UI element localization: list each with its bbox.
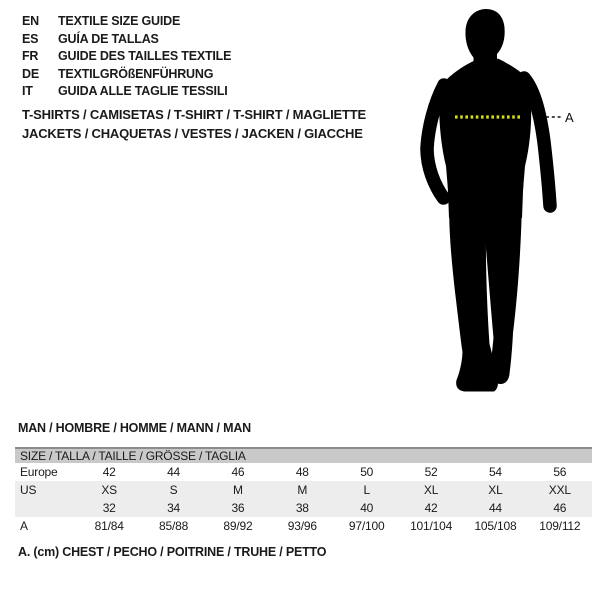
language-list	[22, 13, 231, 101]
size-cell: M	[206, 481, 270, 499]
row-label: Europe	[20, 465, 58, 479]
man-silhouette-figure	[410, 0, 600, 400]
size-cell: S	[141, 481, 205, 499]
measure-label-a: A	[565, 110, 574, 125]
size-cell: XS	[77, 481, 141, 499]
table-row-europe	[15, 463, 592, 481]
row-label	[15, 499, 77, 517]
size-cell: 46	[528, 499, 592, 517]
size-cell: 93/96	[287, 519, 317, 533]
language-row-it	[22, 83, 231, 101]
size-cell: XL	[399, 481, 463, 499]
size-cell: 54	[488, 465, 502, 479]
language-label: GUIDA ALLE TAGLIE TESSILI	[58, 84, 228, 98]
size-cell: 32	[77, 499, 141, 517]
language-code: DE	[22, 66, 39, 81]
size-cell: 56	[553, 465, 567, 479]
category-line-jackets: JACKETS / CHAQUETAS / VESTES / JACKEN / GIACCHE	[22, 125, 363, 141]
category-line-tshirts: T-SHIRTS / CAMISETAS / T-SHIRT / T-SHIRT / MAGLIETTE	[22, 107, 366, 122]
size-cell: 44	[463, 499, 527, 517]
size-cell: 89/92	[223, 519, 253, 533]
size-cell: 38	[270, 499, 334, 517]
size-table	[15, 447, 592, 535]
size-cell: 105/108	[474, 519, 517, 533]
language-code: IT	[22, 84, 33, 98]
size-table-header: SIZE / TALLA / TAILLE / GRÖSSE / TAGLIA	[15, 448, 592, 463]
size-cell: 34	[141, 499, 205, 517]
size-table-header-row	[15, 448, 592, 463]
size-cell: XL	[463, 481, 527, 499]
size-cell: 97/100	[348, 519, 385, 533]
language-row-es	[22, 31, 231, 49]
table-row-a-chest	[15, 517, 592, 535]
row-label: US	[15, 481, 77, 499]
size-cell: 85/88	[159, 519, 189, 533]
language-row-fr	[22, 48, 231, 66]
row-label: A	[20, 519, 28, 533]
language-row-en	[22, 13, 231, 31]
language-label: GUÍA DE TALLAS	[58, 31, 159, 46]
size-cell: XXL	[528, 481, 592, 499]
language-code: FR	[22, 49, 39, 63]
size-cell: 48	[295, 465, 309, 479]
footnote-chest-legend: A. (cm) CHEST / PECHO / POITRINE / TRUHE / PETTO	[18, 545, 327, 559]
language-row-de	[22, 66, 231, 84]
size-cell: L	[335, 481, 399, 499]
size-cell: 42	[399, 499, 463, 517]
size-cell: 44	[167, 465, 181, 479]
size-cell: M	[270, 481, 334, 499]
size-cell: 42	[102, 465, 116, 479]
man-silhouette	[427, 9, 550, 392]
size-cell: 50	[360, 465, 374, 479]
size-cell: 36	[206, 499, 270, 517]
language-code: EN	[22, 14, 39, 28]
language-label: GUIDE DES TAILLES TEXTILE	[58, 49, 232, 63]
table-row-us	[15, 481, 592, 499]
size-cell: 81/84	[94, 519, 124, 533]
category-block	[22, 106, 366, 143]
table-row-us-numeric	[15, 499, 592, 517]
size-cell: 109/112	[539, 519, 581, 533]
language-label: TEXTILE SIZE GUIDE	[58, 14, 181, 28]
size-cell: 101/104	[410, 519, 453, 533]
size-cell: 40	[335, 499, 399, 517]
section-title-man: MAN / HOMBRE / HOMME / MANN / MAN	[18, 421, 251, 435]
size-cell: 46	[231, 465, 245, 479]
size-cell: 52	[424, 465, 438, 479]
language-label: TEXTILGRÖßENFÜHRUNG	[58, 66, 214, 81]
language-code: ES	[22, 31, 39, 46]
